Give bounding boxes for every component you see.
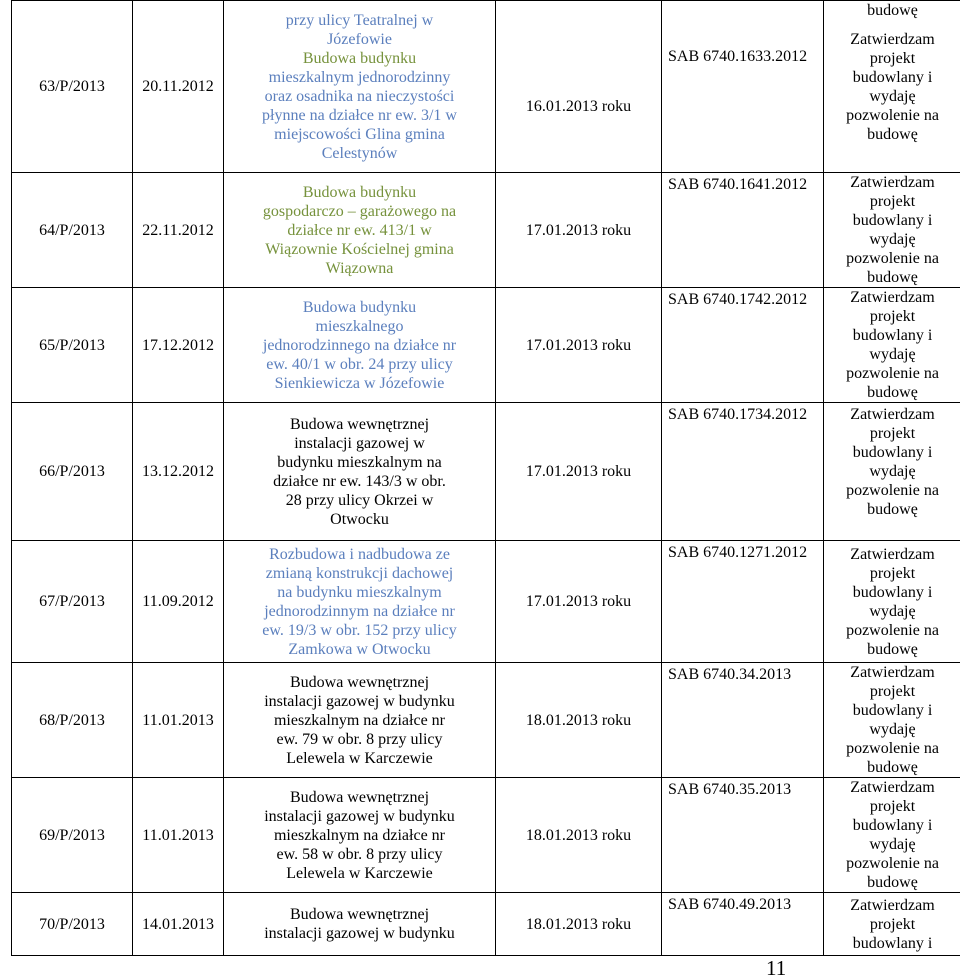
decision: Zatwierdzam projekt budowlany i wydaję pozwolenie na budowę [824,663,960,778]
description: Budowa wewnętrznej instalacji gazowej w budynku mieszkalnym na działce nr ew. 143/3 w obr. 28 przy ulicy Okrzei w Otwocku [224,403,496,541]
reference-number: SAB 6740.1641.2012 [662,173,824,288]
decision: budowę Zatwierdzam projekt budowlany i wydaję pozwolenie na budowę [824,1,960,173]
case-number: 69/P/2013 [12,778,133,893]
application-date: 14.01.2013 [133,893,224,956]
reference-number: SAB 6740.49.2013 [662,893,824,956]
table-row [12,288,960,403]
decision: Zatwierdzam projekt budowlany i wydaję pozwolenie na budowę [824,778,960,893]
description: Budowa budynku mieszkalnego jednorodzinnego na działce nr ew. 40/1 w obr. 24 przy ulicy Sienkiewicza w Józefowie [224,288,496,403]
decision: Zatwierdzam projekt budowlany i wydaję pozwolenie na budowę [824,288,960,403]
case-number: 66/P/2013 [12,403,133,541]
description: przy ulicy Teatralnej w Józefowie Budowa budynku mieszkalnym jednorodzinny oraz osadnika na nieczystości płynne na działce nr ew. 3/1 w miejscowości Glina gmina Celestynów [224,1,496,173]
application-date: 11.01.2013 [133,778,224,893]
description: Budowa wewnętrznej instalacji gazowej w budynku mieszkalnym na działce nr ew. 79 w obr. 8 przy ulicy Lelewela w Karczewie [224,663,496,778]
case-number: 70/P/2013 [12,893,133,956]
permit-register-table [11,0,960,956]
application-date: 20.11.2012 [133,1,224,173]
reference-number: SAB 6740.1734.2012 [662,403,824,541]
case-number: 65/P/2013 [12,288,133,403]
page-number: 11 [766,956,786,980]
application-date: 11.09.2012 [133,541,224,663]
reference-number: SAB 6740.1742.2012 [662,288,824,403]
table-row [12,541,960,663]
case-number: 68/P/2013 [12,663,133,778]
description: Budowa budynku gospodarczo – garażowego na działce nr ew. 413/1 w Wiązownie Kościelnej gmina Wiązowna [224,173,496,288]
description: Budowa wewnętrznej instalacji gazowej w budynku [224,893,496,956]
received-date: 16.01.2013 roku [496,1,662,173]
table-row [12,893,960,956]
table-row [12,663,960,778]
table-row [12,778,960,893]
case-number: 64/P/2013 [12,173,133,288]
case-number: 63/P/2013 [12,1,133,173]
reference-number: SAB 6740.1633.2012 [662,1,824,173]
reference-number: SAB 6740.34.2013 [662,663,824,778]
application-date: 13.12.2012 [133,403,224,541]
received-date: 18.01.2013 roku [496,893,662,956]
application-date: 17.12.2012 [133,288,224,403]
decision: Zatwierdzam projekt budowlany i [824,893,960,956]
table-row [12,1,960,173]
description: Budowa wewnętrznej instalacji gazowej w budynku mieszkalnym na działce nr ew. 58 w obr. 8 przy ulicy Lelewela w Karczewie [224,778,496,893]
received-date: 17.01.2013 roku [496,173,662,288]
received-date: 17.01.2013 roku [496,288,662,403]
application-date: 11.01.2013 [133,663,224,778]
decision: Zatwierdzam projekt budowlany i wydaję pozwolenie na budowę [824,541,960,663]
table-row [12,403,960,541]
decision: Zatwierdzam projekt budowlany i wydaję pozwolenie na budowę [824,173,960,288]
received-date: 18.01.2013 roku [496,663,662,778]
decision: Zatwierdzam projekt budowlany i wydaję pozwolenie na budowę [824,403,960,541]
reference-number: SAB 6740.1271.2012 [662,541,824,663]
reference-number: SAB 6740.35.2013 [662,778,824,893]
case-number: 67/P/2013 [12,541,133,663]
table-row [12,173,960,288]
received-date: 17.01.2013 roku [496,541,662,663]
description: Rozbudowa i nadbudowa ze zmianą konstrukcji dachowej na budynku mieszkalnym jednorodzinnym na działce nr ew. 19/3 w obr. 152 przy ulicy Zamkowa w Otwocku [224,541,496,663]
application-date: 22.11.2012 [133,173,224,288]
received-date: 18.01.2013 roku [496,778,662,893]
received-date: 17.01.2013 roku [496,403,662,541]
